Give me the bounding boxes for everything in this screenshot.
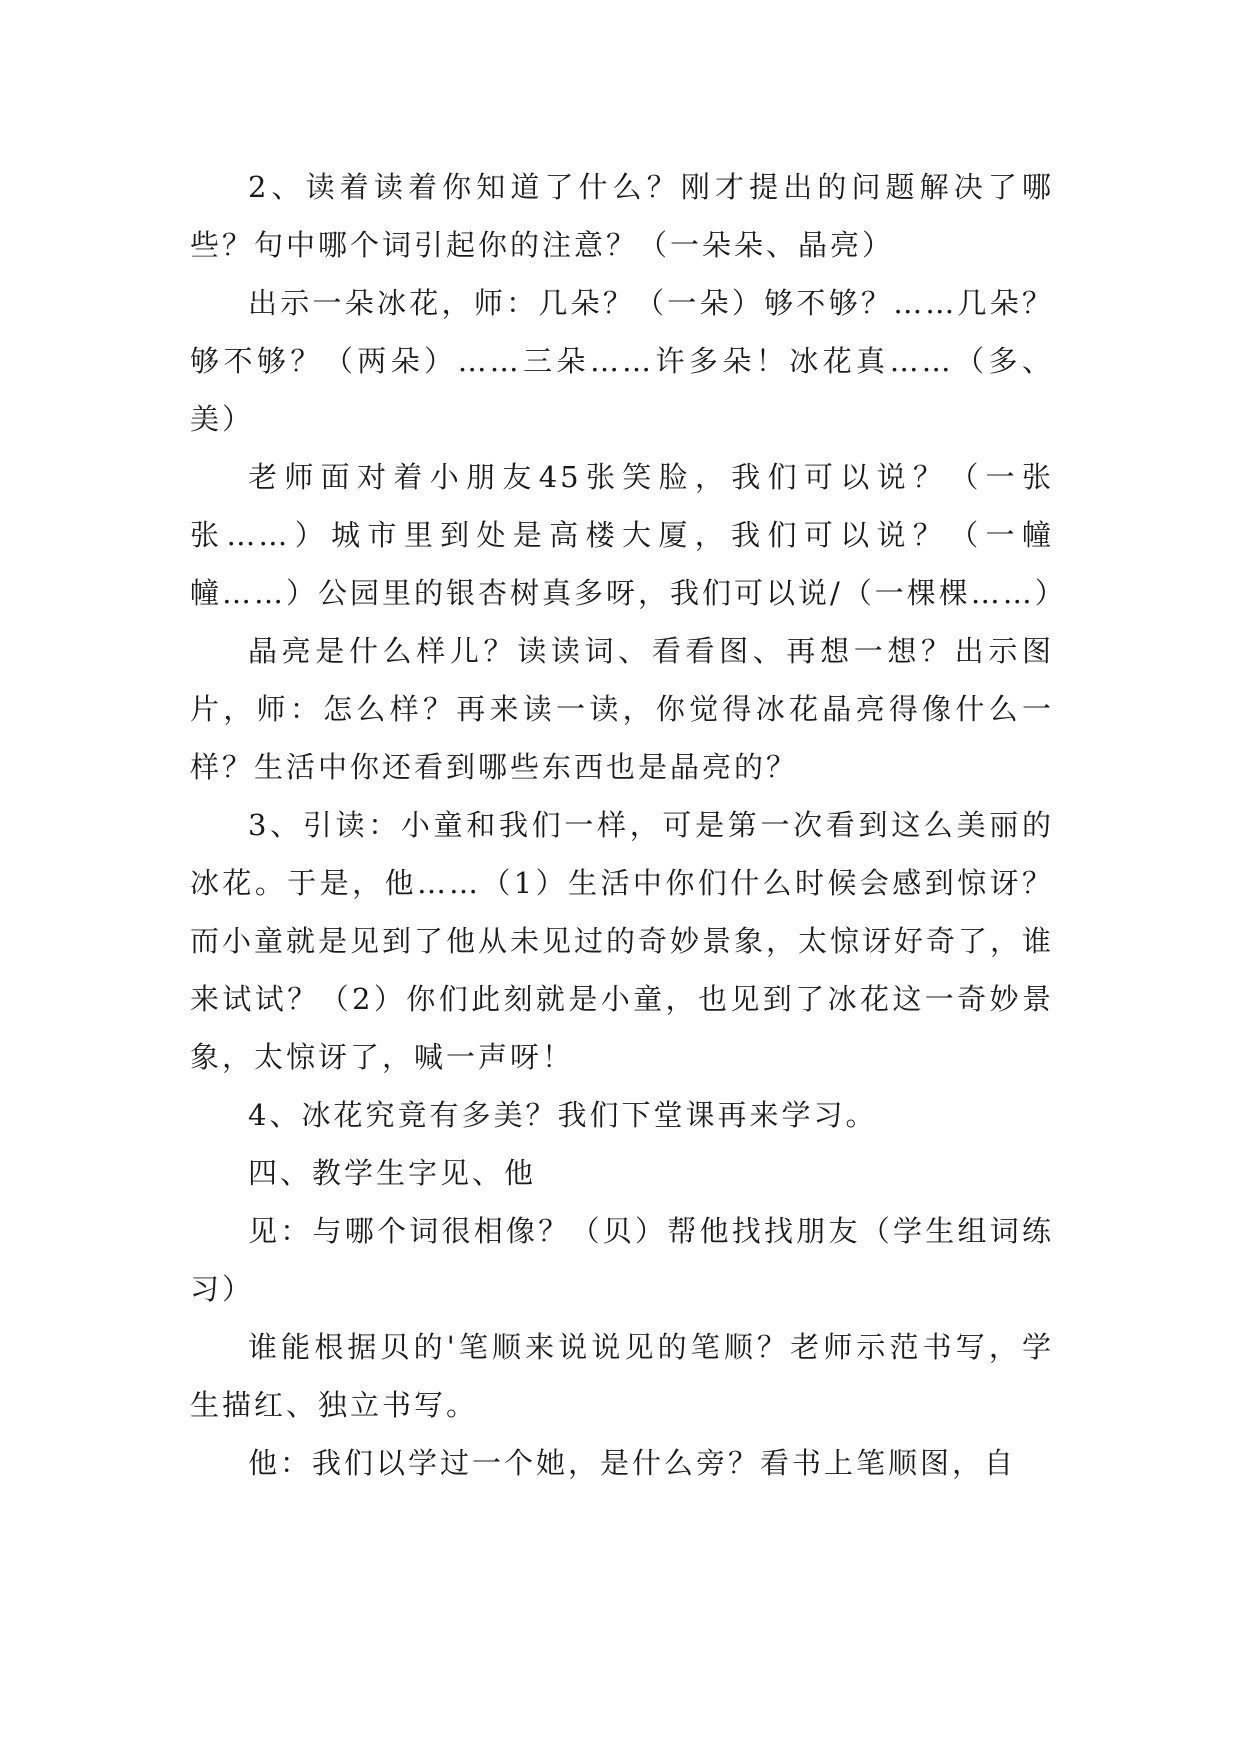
paragraph-2: 出示一朵冰花，师：几朵？（一朵）够不够？……几朵？够不够？（两朵）……三朵……许多朵！冰花真……（多、美） [190,286,1054,436]
paragraph-9: 谁能根据贝的'笔顺来说说见的笔顺？老师示范书写，学生描红、独立书写。 [190,1330,1054,1422]
paragraph-10: 他：我们以学过一个她，是什么旁？看书上笔顺图，自 [248,1446,1017,1480]
paragraph-1: 2、读着读着你知道了什么？刚才提出的问题解决了哪些？句中哪个词引起你的注意？（一朵朵、晶亮） [190,170,1054,262]
paragraph-6: 4、冰花究竟有多美？我们下堂课再来学习。 [248,1098,878,1132]
paragraph-5: 3、引读：小童和我们一样，可是第一次看到这么美丽的冰花。于是，他……（1）生活中你们什么时候会感到惊讶？而小童就是见到了他从未见过的奇妙景象，太惊讶好奇了，谁来试试？（2）你们此刻就是小童，也见到了冰花这一奇妙景象，太惊讶了，喊一声呀！ [190,808,1055,1074]
section-heading: 四、教学生字见、他 [248,1156,537,1190]
paragraph-4: 晶亮是什么样儿？读读词、看看图、再想一想？出示图片，师：怎么样？再来读一读，你觉得冰花晶亮得像什么一样？生活中你还看到哪些东西也是晶亮的？ [190,634,1054,784]
document-page [190,158,1067,1492]
paragraph-8: 见：与哪个词很相像？（贝）帮他找找朋友（学生组词练习） [190,1214,1054,1306]
paragraph-3: 老师面对着小朋友45张笑脸，我们可以说？（一张张……）城市里到处是高楼大厦，我们可以说？（一幢幢……）公园里的银杏树真多呀，我们可以说/（一棵棵……） [190,460,1067,610]
